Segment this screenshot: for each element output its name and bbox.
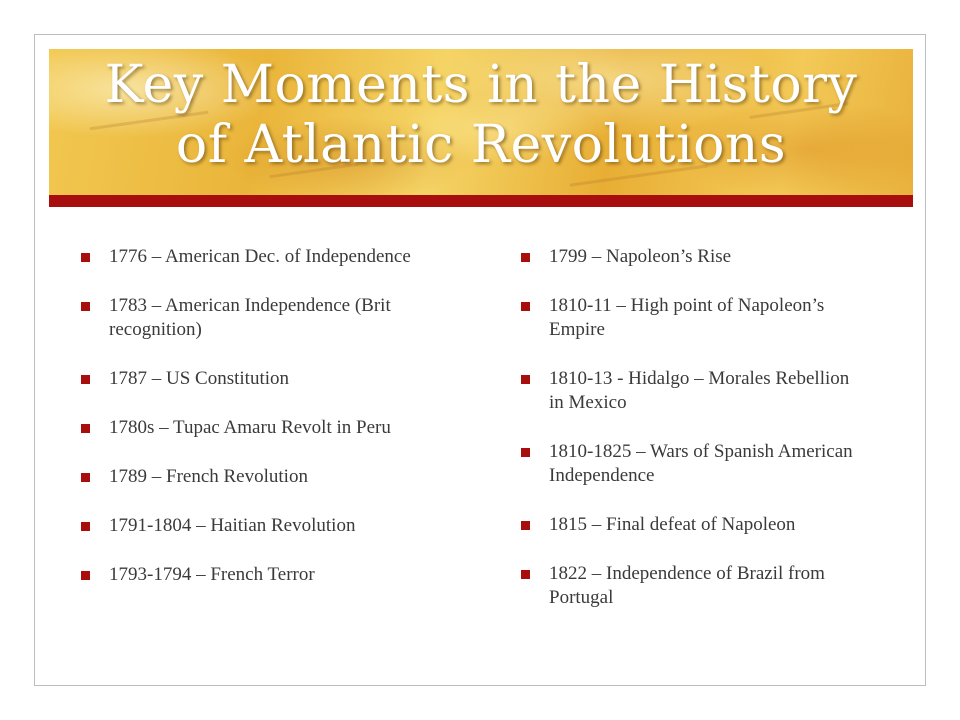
square-bullet-icon — [521, 375, 530, 384]
list-item — [75, 514, 425, 538]
square-bullet-icon — [521, 448, 530, 457]
slide — [34, 34, 926, 686]
list-item-text: 1822 – Independence of Brazil from Portugal — [549, 563, 825, 608]
list-item-text: 1783 – American Independence (Brit recognition) — [109, 295, 391, 340]
list-item-text: 1791-1804 – Haitian Revolution — [109, 515, 356, 536]
list-item-text: 1810-1825 – Wars of Spanish American Independence — [549, 441, 853, 486]
list-item-text: 1793-1794 – French Terror — [109, 564, 315, 585]
square-bullet-icon — [81, 253, 90, 262]
list-item — [515, 513, 865, 537]
list-item-text: 1810-13 - Hidalgo – Morales Rebellion in Mexico — [549, 368, 850, 413]
list-item-text: 1789 – French Revolution — [109, 466, 308, 487]
slide-title-line-2: of Atlantic Revolutions — [175, 115, 787, 175]
list-item — [515, 440, 865, 488]
title-divider — [49, 195, 913, 207]
list-item-text: 1799 – Napoleon’s Rise — [549, 246, 732, 267]
left-bullet-list — [75, 245, 425, 612]
title-banner — [49, 49, 913, 195]
list-item-text: 1776 – American Dec. of Independence — [109, 246, 411, 267]
list-item — [75, 294, 425, 342]
square-bullet-icon — [81, 375, 90, 384]
list-item-text: 1815 – Final defeat of Napoleon — [549, 514, 796, 535]
list-item — [75, 416, 425, 440]
square-bullet-icon — [81, 522, 90, 531]
square-bullet-icon — [81, 473, 90, 482]
list-item-text: 1810-11 – High point of Napoleon’s Empire — [549, 295, 825, 340]
list-item — [75, 465, 425, 489]
slide-title-line-1: Key Moments in the History — [104, 55, 858, 115]
list-item — [515, 367, 865, 415]
list-item — [75, 563, 425, 587]
list-item — [515, 245, 865, 269]
slide-title — [49, 55, 913, 175]
square-bullet-icon — [521, 253, 530, 262]
square-bullet-icon — [81, 302, 90, 311]
list-item — [515, 294, 865, 342]
square-bullet-icon — [521, 302, 530, 311]
square-bullet-icon — [521, 570, 530, 579]
list-item-text: 1780s – Tupac Amaru Revolt in Peru — [109, 417, 391, 438]
right-bullet-list — [515, 245, 865, 635]
list-item — [75, 367, 425, 391]
list-item — [515, 562, 865, 610]
list-item-text: 1787 – US Constitution — [109, 368, 289, 389]
square-bullet-icon — [81, 571, 90, 580]
square-bullet-icon — [81, 424, 90, 433]
list-item — [75, 245, 425, 269]
square-bullet-icon — [521, 521, 530, 530]
